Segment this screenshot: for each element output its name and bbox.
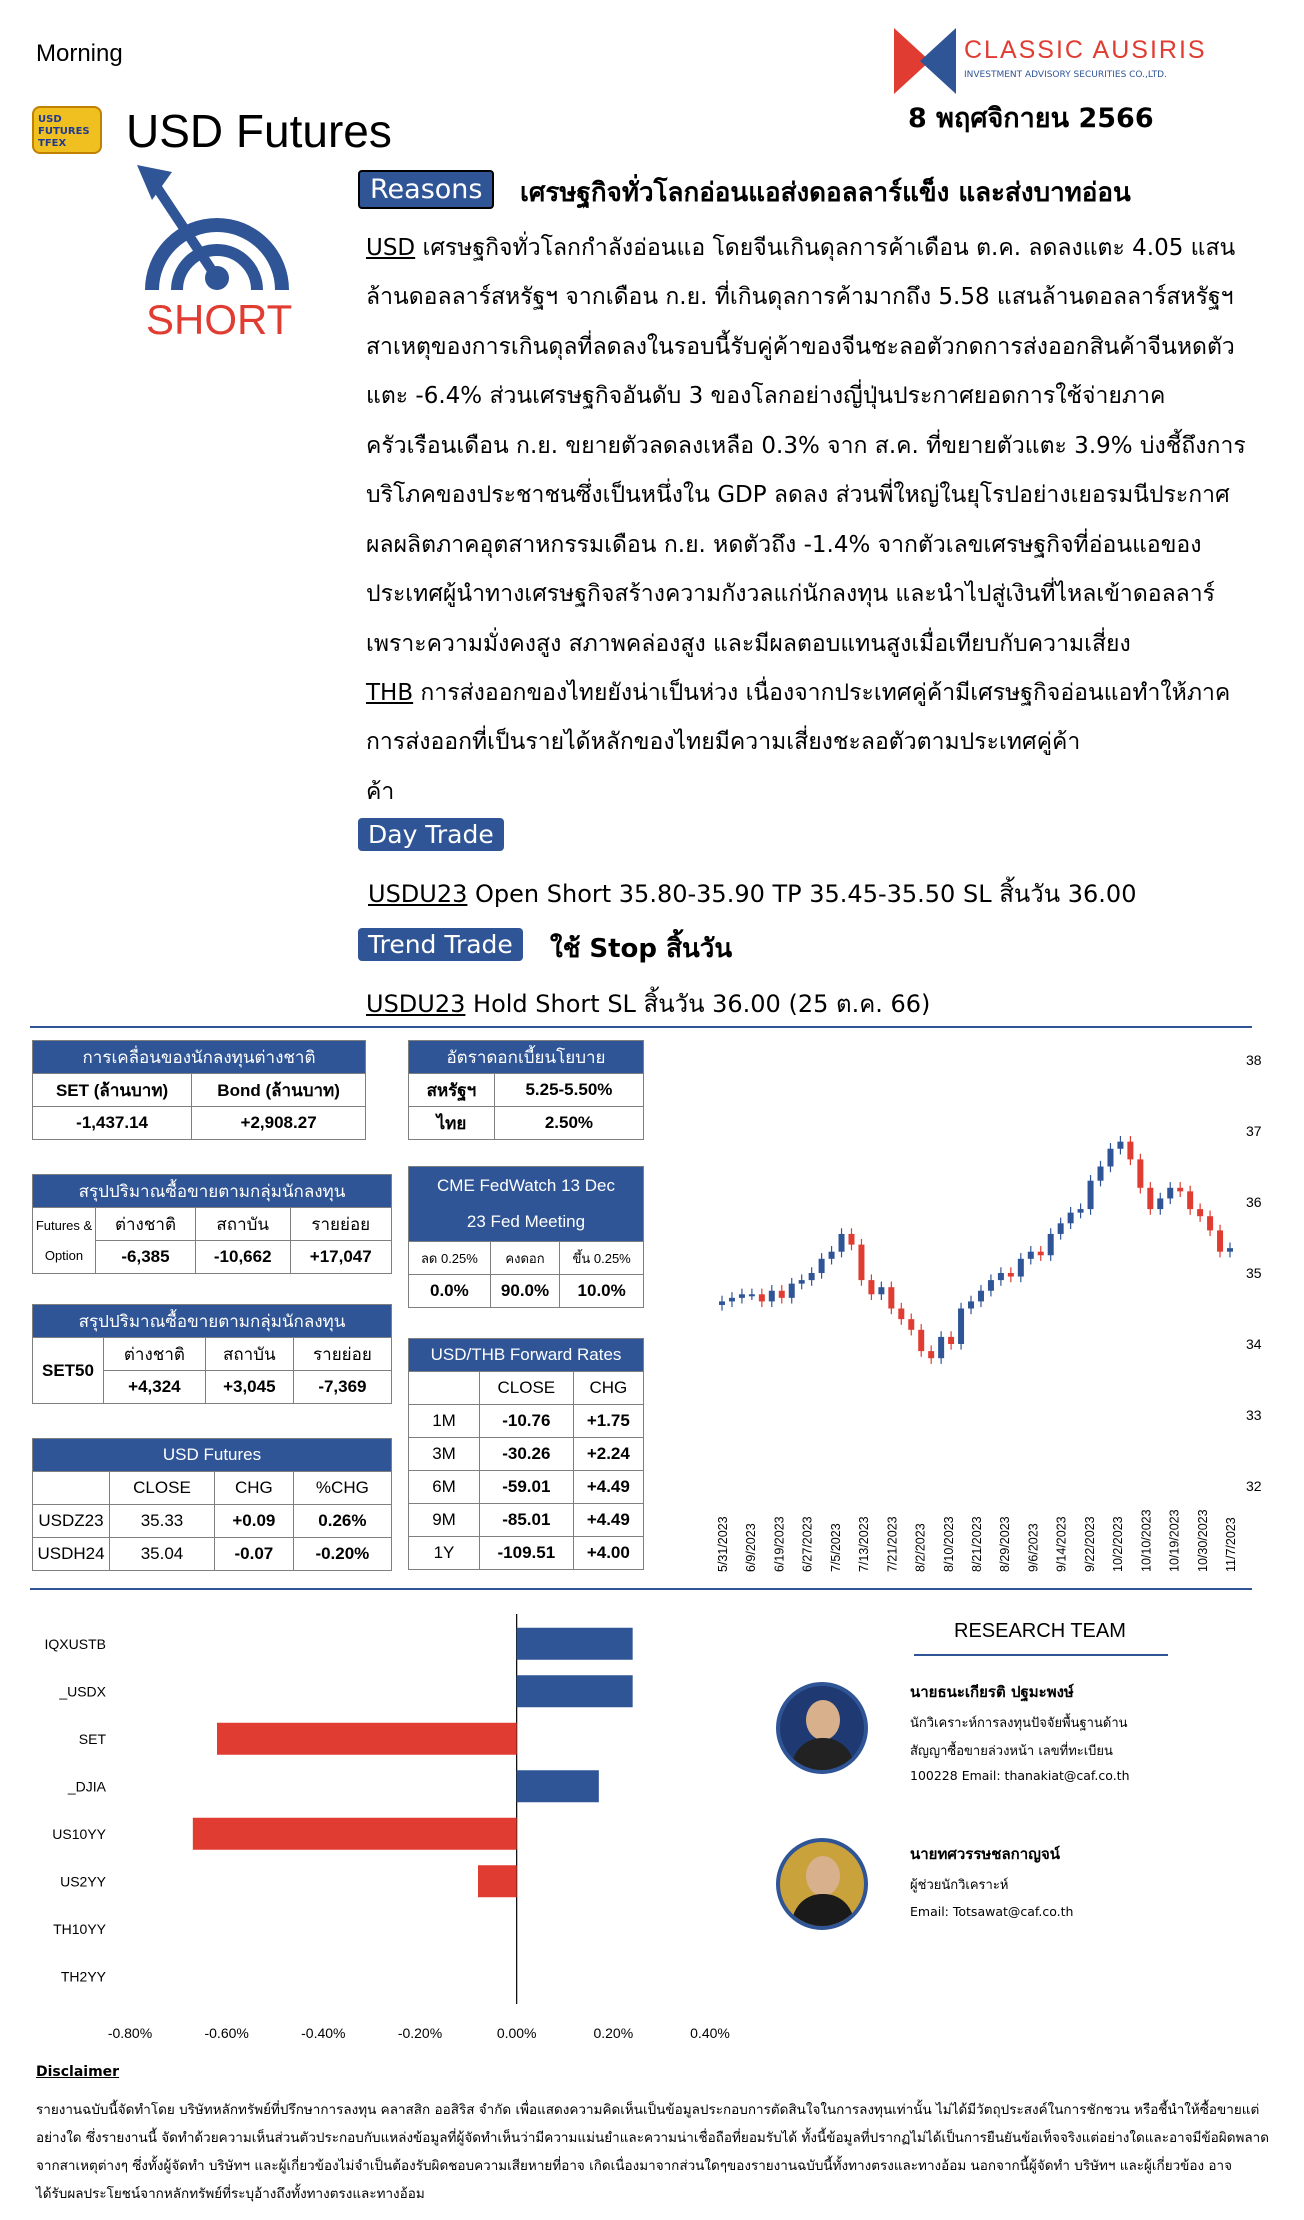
disclaimer-line-4: ได้รับผลประโยชน์จากหลักทรัพย์ที่ระบุอ้างถึงทั้งทางตรงและทางอ้อม [36,2186,425,2202]
bar [217,1723,517,1755]
set50-flow-table [32,1304,392,1404]
forward-rates-close: -59.01 [480,1471,574,1504]
fedwatch-title-1: CME FedWatch 13 Dec [437,1176,615,1195]
candle [749,1294,755,1296]
candle [759,1294,765,1301]
separator-middle [30,1588,1252,1590]
analyst2-role: ผู้ช่วยนักวิเคราะห์ [910,1878,1009,1893]
avatar-face [806,1856,840,1896]
candle [908,1319,914,1330]
bar [478,1865,517,1897]
x-tick-label: 9/22/2023 [1082,1516,1097,1572]
thb-line-1 [366,675,1230,711]
change-bar-chart [30,1600,790,2050]
y-tick-label: 38 [1246,1052,1262,1068]
category-label: US10YY [52,1825,106,1842]
futures-flow-header: รายย่อย [290,1208,392,1241]
set50-flow-header: สถาบัน [205,1338,293,1371]
x-tick-label: 8/29/2023 [998,1516,1013,1572]
forward-rates-chg: +4.49 [573,1504,643,1537]
reasons-tag: Reasons [358,170,494,209]
category-label: IQXUSTB [44,1635,106,1652]
y-tick-label: 34 [1246,1336,1262,1352]
policy-rate-country: สหรัฐฯ [409,1074,495,1107]
usd-futures-table [32,1438,392,1571]
candle [799,1280,805,1284]
y-tick-label: 36 [1246,1194,1262,1210]
forward-rates-close: -10.76 [480,1405,574,1438]
set50-flow-header: ต่างชาติ [104,1338,206,1371]
analyst1-contact: 100228 Email: thanakiat@caf.co.th [910,1768,1130,1783]
avatar [776,1838,868,1930]
forward-rates-tenor: 1M [409,1405,480,1438]
usd-futures-close: 35.33 [110,1505,215,1538]
thb-text: การส่งออกของไทยยังน่าเป็นห่วง เนื่องจากประเทศคู่ค้ามีเศรษฐกิจอ่อนแอทำให้ภาค [413,680,1231,706]
research-team-title: RESEARCH TEAM [954,1620,1126,1642]
forward-rates-tenor: 1Y [409,1537,480,1570]
reason-line-5: ครัวเรือนเดือน ก.ย. ขยายตัวลดลงเหลือ 0.3% จาก ส.ค. ที่ขยายตัวแตะ 3.9% บ่งชี้ถึงการ [366,433,1246,459]
usd-futures-logo [32,106,102,154]
fedwatch-title [409,1167,644,1242]
category-label: _DJIA [67,1778,106,1795]
fedwatch-header: ลด 0.25% [409,1242,491,1275]
analyst1-role2: สัญญาซื้อขายล่วงหน้า เลขที่ทะเบียน [910,1744,1113,1759]
forward-rates-close: -109.51 [480,1537,574,1570]
candle [898,1309,904,1320]
thb-line-2: การส่งออกที่เป็นรายได้หลักของไทยมีความเสี่ยงชะลอตัวตามประเทศคู่ค้า [366,729,1081,755]
usd-label: USD [366,235,416,261]
futures-flow-value: -6,385 [96,1241,196,1274]
x-tick-label: 0.20% [593,2025,634,2041]
set50-flow-title: สรุปปริมาณซื้อขายตามกลุ่มนักลงทุน [33,1305,392,1338]
fedwatch-value: 90.0% [490,1275,560,1308]
trend-trade-symbol: USDU23 [366,990,466,1018]
thb-line-3: ค้า [366,779,395,805]
candle [739,1294,745,1298]
fedwatch-header: คงดอก [490,1242,560,1275]
foreign-flow-table [32,1040,366,1140]
x-tick-label: 9/6/2023 [1026,1523,1041,1572]
x-tick-label: 7/5/2023 [828,1523,843,1572]
forward-rates-table [408,1338,644,1570]
category-label: _USDX [59,1683,106,1700]
candle [1008,1273,1014,1277]
fedwatch-value: 0.0% [409,1275,491,1308]
disclaimer-line-3: จากสาเหตุต่างๆ ซึ่งทั้งผู้จัดทำ บริษัทฯ และผู้เกี่ยวข้องไม่จำเป็นต้องรับผิดชอบความเสียหายที่อาจ เกิดเนื่องมาจากส่วนใดๆของรายงานฉบับนี้ทั้งทางตรงและทางอ้อม นอกจากนี้ผู้จัดทำ บริษัทฯ และผู้เกี่ยวข้อง อาจ [36,2158,1233,2174]
page-title: USD Futures [126,105,392,157]
futures-flow-label [33,1208,96,1274]
candle [1068,1213,1074,1224]
usd-futures-pct: 0.26% [293,1505,391,1538]
candle [1187,1191,1193,1209]
forward-rates-close: -85.01 [480,1504,574,1537]
candle [839,1234,845,1252]
trend-trade-tag: Trend Trade [358,928,523,961]
futures-flow-header: สถาบัน [195,1208,290,1241]
x-tick-label: -0.80% [107,2025,153,2041]
usd-futures-close: 35.04 [110,1538,215,1571]
foreign-flow-title: การเคลื่อนของนักลงทุนต่างชาติ [33,1041,366,1074]
candle [1078,1209,1084,1213]
day-trade-text: Open Short 35.80-35.90 TP 35.45-35.50 SL สิ้นวัน 36.00 [467,880,1137,908]
candle [1167,1188,1173,1199]
usd-futures-title: USD Futures [33,1439,392,1472]
reason-line-2: ล้านดอลลาร์สหรัฐฯ จากเดือน ก.ย. ที่เกินดุลการค้ามากถึง 5.58 แสนล้านดอลลาร์สหรัฐฯ [366,284,1234,310]
category-label: TH2YY [60,1968,106,1985]
fedwatch-table [408,1166,644,1308]
separator-top [30,1026,1252,1028]
candle [848,1234,854,1245]
candle [1227,1248,1233,1252]
x-tick-label: 7/21/2023 [885,1516,900,1572]
candle [729,1298,735,1302]
x-tick-label: 6/27/2023 [800,1516,815,1572]
x-tick-label: 0.40% [690,2025,730,2041]
avatar [776,1682,868,1774]
set50-flow-label: SET50 [33,1338,104,1404]
candle [829,1252,835,1259]
candle [1018,1259,1024,1277]
forward-rates-corner [409,1372,480,1405]
x-tick-label: 0.00% [496,2025,537,2041]
futures-flow-label-2: Option [44,1247,84,1263]
usd-futures-header: %CHG [293,1472,391,1505]
candle [858,1245,864,1281]
x-tick-label: 7/13/2023 [857,1516,872,1572]
forward-rates-tenor: 9M [409,1504,480,1537]
forward-rates-header: CLOSE [480,1372,574,1405]
candle [988,1280,994,1291]
x-tick-label: -0.20% [397,2025,443,2041]
x-tick-label: 11/7/2023 [1224,1517,1238,1572]
candle [918,1330,924,1351]
usd-futures-logo-text: USD FUTURES TFEX [38,114,90,149]
candle [1088,1181,1094,1209]
reason-line-3: สาเหตุของการเกินดุลที่ลดลงในรอบนี้รับคู่ค้าของจีนชะลอตัวกดการส่งออกสินค้าจีนหดตัว [366,334,1235,360]
usd-futures-corner [33,1472,110,1505]
reason-line-6: บริโภคของประชาชนซึ่งเป็นหนึ่งใน GDP ลดลง ส่วนพี่ใหญ่ในยุโรปอย่างเยอรมนีประกาศ [366,482,1230,508]
fedwatch-header: ขึ้น 0.25% [560,1242,644,1275]
session-label: Morning [36,40,123,67]
futures-flow-header: ต่างชาติ [96,1208,196,1241]
forward-rates-tenor: 6M [409,1471,480,1504]
usd-futures-chg: +0.09 [214,1505,293,1538]
x-tick-label: 6/19/2023 [772,1516,787,1572]
usd-futures-header: CHG [214,1472,293,1505]
candle [1098,1167,1104,1181]
disclaimer-line-2: อย่างใด ซึ่งรายงานนี้ จัดทำด้วยความเห็นส่วนตัวประกอบกับแหล่งข้อมูลที่ผู้จัดทำเห็นว่ามีความแม่นยำและความน่าเชื่อถือที่ยอมรับได้ ทั้งนี้ข้อมูลที่ปรากฏไม่ได้เป็นการยืนยันข้อเท็จจริงแต่อย่างใดและอาจมีข้อผิดพลาด [36,2130,1269,2146]
bar [517,1770,599,1802]
candle [938,1337,944,1358]
bar [517,1628,633,1660]
disclaimer-line-1: รายงานฉบับนี้จัดทำโดย บริษัทหลักทรัพย์ที่ปรึกษาการลงทุน คลาสสิก ออสิริส จำกัด เพื่อแสดงความคิดเห็นเป็นข้อมูลประกอบการตัดสินใจในการลงทุนเท่านั้น ไม่ได้มีวัตถุประสงค์ในการชักชวน หรือชี้นำให้ซื้อขายแต่ [36,2102,1260,2118]
foreign-flow-value: +2,908.27 [192,1107,366,1140]
x-tick-label: 6/9/2023 [744,1523,759,1572]
signal-badge: SHORT [146,296,293,343]
futures-flow-label-1: Futures & [35,1217,93,1233]
candle [998,1273,1004,1280]
policy-rate-table [408,1040,644,1140]
foreign-flow-header: SET (ล้านบาท) [33,1074,192,1107]
x-tick-label: 5/31/2023 [716,1516,730,1572]
x-tick-label: 10/10/2023 [1139,1509,1154,1572]
avatar-body [792,1894,854,1930]
forward-rates-title: USD/THB Forward Rates [409,1339,644,1372]
futures-flow-title: สรุปปริมาณซื้อขายตามกลุ่มนักลงทุน [33,1175,392,1208]
company-subname: INVESTMENT ADVISORY SECURITIES CO.,LTD. [964,70,1167,80]
candle [1107,1149,1113,1167]
usd-futures-pct: -0.20% [293,1538,391,1571]
usd-futures-symbol: USDH24 [33,1538,110,1571]
report-date: 8 พฤศจิกายน 2566 [908,103,1154,134]
x-tick-label: 10/30/2023 [1195,1509,1210,1572]
category-label: TH10YY [53,1920,106,1937]
candle [958,1309,964,1345]
candle [809,1273,815,1280]
usd-futures-symbol: USDZ23 [33,1505,110,1538]
avatar-body [792,1738,854,1774]
set50-flow-value: -7,369 [293,1371,391,1404]
reason-line-8: ประเทศผู้นำทางเศรษฐกิจสร้างความกังวลแก่นักลงทุน และนำไปสู่เงินที่ไหลเข้าดอลลาร์ [366,581,1216,607]
avatar-face [806,1700,840,1740]
company-name: CLASSIC AUSIRIS [964,36,1207,64]
analyst2-contact: Email: Totsawat@caf.co.th [910,1904,1074,1919]
candle [878,1287,884,1294]
forward-rates-header: CHG [573,1372,643,1405]
x-tick-label: 8/10/2023 [941,1516,956,1572]
day-trade-line [368,874,1136,913]
bar [517,1675,633,1707]
candle [1038,1252,1044,1256]
trend-trade-line [366,984,930,1023]
set50-flow-header: รายย่อย [293,1338,391,1371]
candle [769,1291,775,1302]
candle [789,1284,795,1298]
candle [1058,1223,1064,1234]
y-tick-label: 32 [1246,1478,1262,1494]
category-label: US2YY [60,1873,106,1890]
forward-rates-chg: +4.49 [573,1471,643,1504]
policy-rate-value: 2.50% [494,1107,643,1140]
usd-futures-header: CLOSE [110,1472,215,1505]
futures-flow-value: -10,662 [195,1241,290,1274]
candle [1127,1142,1133,1160]
candle [1177,1188,1183,1192]
company-logo-icon [890,26,960,96]
analyst2-name: นายทศวรรษชลกาญจน์ [910,1845,1060,1863]
foreign-flow-value: -1,437.14 [33,1107,192,1140]
bar [193,1818,517,1850]
futures-flow-table [32,1174,392,1274]
forward-rates-chg: +4.00 [573,1537,643,1570]
candle [1207,1216,1213,1230]
reason-line-1 [366,230,1235,266]
reasons-headline: เศรษฐกิจทั่วโลกอ่อนแอส่งดอลลาร์แข็ง และส่งบาทอ่อน [520,178,1131,208]
fedwatch-value: 10.0% [560,1275,644,1308]
candle [1137,1159,1143,1187]
candle [968,1301,974,1308]
forward-rates-tenor: 3M [409,1438,480,1471]
x-tick-label: 10/19/2023 [1167,1509,1182,1572]
candle [1157,1198,1163,1209]
candle [779,1291,785,1298]
reason-line-4: แตะ -6.4% ส่วนเศรษฐกิจอันดับ 3 ของโลกอย่างญี่ปุ่นประกาศยอดการใช้จ่ายภาค [366,383,1166,409]
company-logo [890,26,1230,96]
reason-text: เศรษฐกิจทั่วโลกกำลังอ่อนแอ โดยจีนเกินดุลการค้าเดือน ต.ค. ลดลงแตะ 4.05 แสน [415,235,1236,261]
candle [1197,1209,1203,1216]
x-tick-label: 9/14/2023 [1054,1516,1069,1572]
set50-flow-value: +3,045 [205,1371,293,1404]
forward-rates-chg: +2.24 [573,1438,643,1471]
policy-rate-title: อัตราดอกเบี้ยนโยบาย [409,1041,644,1074]
analyst1-name: นายธนะเกียรติ ปฐมะพงษ์ [910,1683,1074,1701]
candle [719,1301,725,1305]
trend-trade-text: Hold Short SL สิ้นวัน 36.00 (25 ต.ค. 66) [465,990,931,1018]
futures-flow-value: +17,047 [290,1241,392,1274]
fedwatch-title-2: 23 Fed Meeting [466,1212,586,1231]
x-tick-label: 10/2/2023 [1111,1516,1126,1572]
usd-futures-chg: -0.07 [214,1538,293,1571]
candle [888,1287,894,1308]
thb-label: THB [366,680,414,706]
day-trade-tag: Day Trade [358,818,504,851]
x-tick-label: 8/2/2023 [913,1523,928,1572]
price-chart [700,1040,1280,1580]
y-tick-label: 37 [1246,1123,1262,1139]
category-label: SET [78,1730,106,1747]
research-team-underline [914,1654,1168,1656]
x-tick-label: 8/21/2023 [970,1516,984,1572]
candle [978,1291,984,1302]
reason-line-9: เพราะความมั่งคงสูง สภาพคล่องสูง และมีผลตอบแทนสูงเมื่อเทียบกับความเสี่ยง [366,631,1131,657]
analyst1-role1: นักวิเคราะห์การลงทุนปัจจัยพื้นฐานด้าน [910,1716,1128,1731]
foreign-flow-header: Bond (ล้านบาท) [192,1074,366,1107]
candle [1048,1234,1054,1255]
trend-trade-note: ใช้ Stop สิ้นวัน [550,934,733,964]
candle [948,1337,954,1344]
policy-rate-country: ไทย [409,1107,495,1140]
set50-flow-value: +4,324 [104,1371,206,1404]
policy-rate-value: 5.25-5.50% [494,1074,643,1107]
reason-line-7: ผลผลิตภาคอุตสาหกรรมเดือน ก.ย. หดตัวถึง -1.4% จากตัวเลขเศรษฐกิจที่อ่อนแอของ [366,532,1202,558]
candle [1117,1142,1123,1149]
disclaimer-title: Disclaimer [36,2064,120,2080]
target-icon [132,160,292,310]
candle [868,1280,874,1294]
y-tick-label: 35 [1246,1265,1262,1281]
candle [819,1259,825,1273]
y-tick-label: 33 [1246,1407,1262,1423]
day-trade-symbol: USDU23 [368,880,468,908]
x-tick-label: -0.40% [301,2025,346,2041]
x-tick-label: -0.60% [204,2025,249,2041]
candle [1028,1252,1034,1259]
candle [928,1351,934,1358]
forward-rates-close: -30.26 [480,1438,574,1471]
candle [1147,1188,1153,1209]
candle [1217,1230,1223,1251]
forward-rates-chg: +1.75 [573,1405,643,1438]
